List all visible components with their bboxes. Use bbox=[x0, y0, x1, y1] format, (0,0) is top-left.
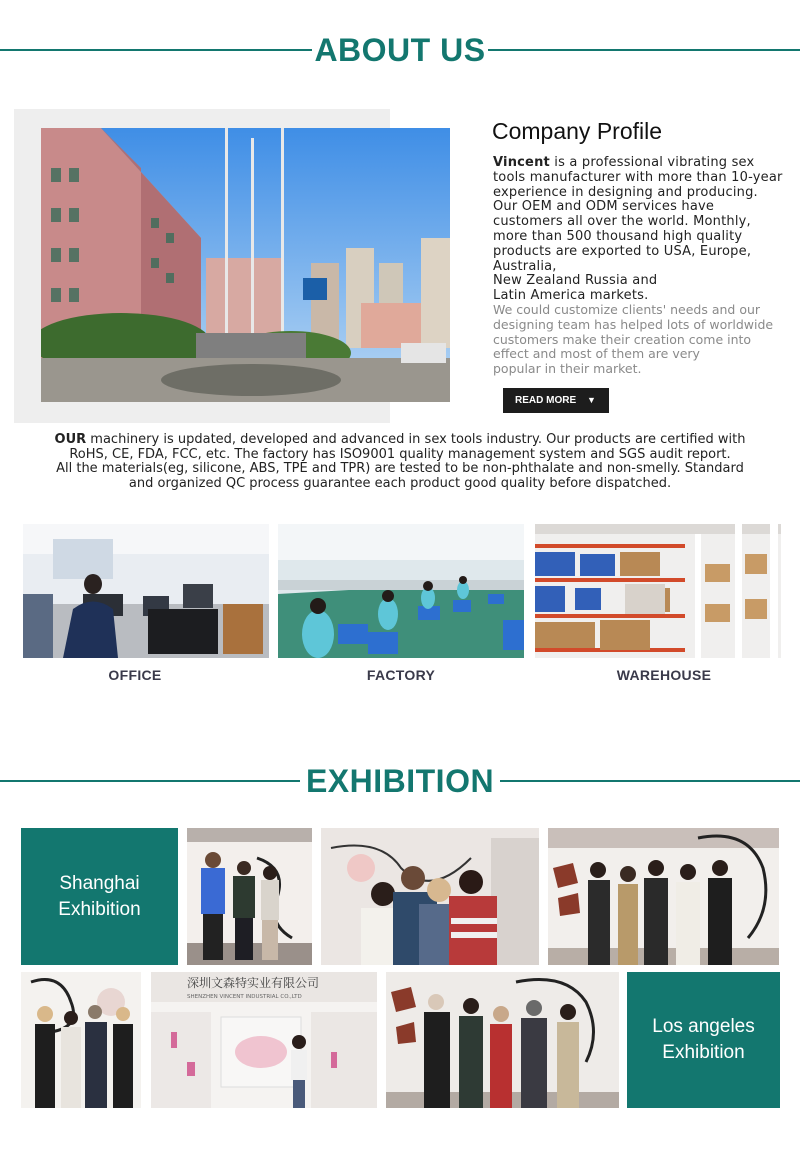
office-photo bbox=[23, 524, 269, 658]
los-angeles-exhibition-tile bbox=[627, 972, 780, 1108]
company-profile-title: Company Profile bbox=[492, 118, 663, 144]
factory-photo bbox=[278, 524, 524, 658]
booth-sign-english: SHENZHEN VINCENT INDUSTRIAL CO.,LTD bbox=[187, 994, 302, 1000]
la-line1: Los angeles bbox=[652, 1016, 755, 1037]
exhibition-header bbox=[0, 761, 800, 801]
our-line2: RoHS, CE, FDA, FCC, etc. The factory has ISO9001 quality management system and SGS audit report. bbox=[69, 446, 731, 462]
company-name: Vincent bbox=[493, 155, 550, 170]
exhibition-title: EXHIBITION bbox=[305, 763, 495, 799]
customize-text: We could customize clients' needs and our designing team has helped lots of worldwide customers make their creation come into effect and most of them are very bbox=[493, 302, 774, 362]
about-us-header bbox=[0, 30, 800, 70]
caret-down-icon: ▼ bbox=[587, 395, 596, 405]
la-photo-2 bbox=[386, 972, 619, 1108]
our-bold: OUR bbox=[54, 432, 87, 447]
shanghai-photo-2 bbox=[321, 828, 539, 965]
company-profile-intro bbox=[493, 156, 783, 304]
customize-line2: popular in their market. bbox=[493, 361, 642, 377]
shanghai-photo-3 bbox=[548, 828, 779, 965]
our-line4: and organized QC process guarantee each product good quality before dispatched. bbox=[128, 475, 672, 491]
company-building-photo bbox=[41, 128, 450, 402]
company-profile-customize bbox=[493, 303, 778, 377]
read-more-button[interactable] bbox=[503, 388, 609, 413]
la-line2: Exhibition bbox=[662, 1042, 745, 1063]
manufacturing-description bbox=[20, 433, 780, 491]
about-us-title: ABOUT US bbox=[314, 32, 486, 68]
shanghai-line2: Exhibition bbox=[58, 898, 141, 920]
shanghai-line1: Shanghai bbox=[59, 872, 140, 894]
la-photo-1 bbox=[21, 972, 141, 1108]
office-label: OFFICE bbox=[108, 667, 162, 683]
our-line3: All the materials(eg, silicone, ABS, TPE and TPR) are tested to be non-phthalate and non-smelly. Standard bbox=[56, 461, 744, 477]
warehouse-photo bbox=[535, 524, 781, 658]
intro-text: is a professional vibrating sex tools manufacturer with more than 10-year experience in designing and producing. Our OEM and ODM services have customers all over the world. Monthly, more than 500 thousand high quality products are exported to USA, Europe, Australia, bbox=[493, 155, 783, 274]
shanghai-photo-1 bbox=[187, 828, 312, 965]
warehouse-label: WAREHOUSE bbox=[616, 667, 712, 683]
our-line1: machinery is updated, developed and advanced in sex tools industry. Our products are certified with bbox=[86, 432, 746, 447]
intro-line2: New Zealand Russia and bbox=[493, 273, 658, 289]
la-booth-photo bbox=[151, 972, 377, 1108]
read-more-label: READ MORE bbox=[515, 395, 577, 406]
factory-label: FACTORY bbox=[366, 667, 436, 683]
shanghai-exhibition-tile bbox=[21, 828, 178, 965]
booth-sign-text: 深圳文森特实业有限公司 bbox=[187, 976, 320, 990]
intro-line3: Latin America markets. bbox=[493, 288, 649, 304]
